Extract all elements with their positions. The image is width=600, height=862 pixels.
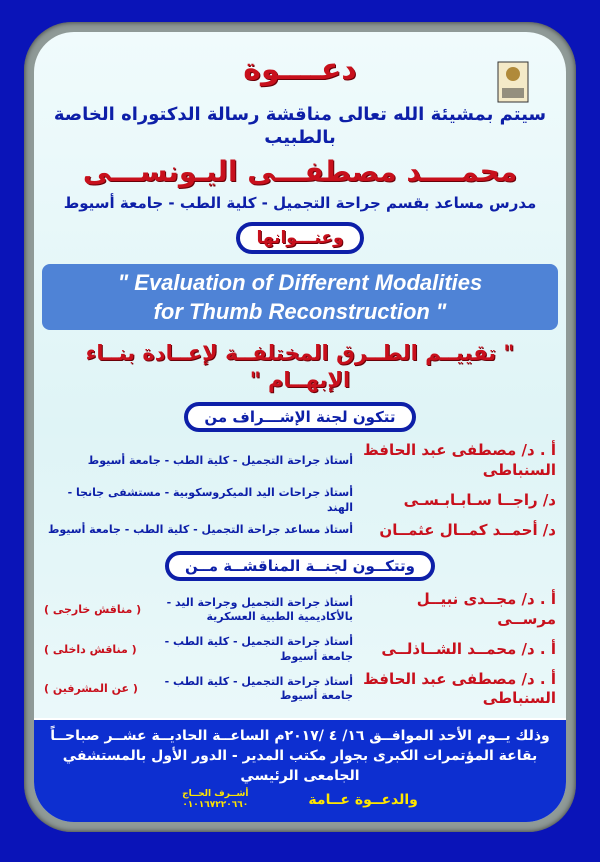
english-title-box — [42, 264, 558, 330]
arabic-thesis-title: " تقييــم الطــرق المختلفــة لإعــادة بنــاء الإبهــام " — [85, 340, 515, 392]
member-desc: أستاذ جراحة التجميل وجراحة اليد - بالأكاديمية الطبية العسكرية — [166, 595, 353, 623]
examination-label-pill: وتتكــون لجنــة المناقشــة مــن — [165, 551, 435, 581]
english-title-line: " Evaluation of Different Modalities — [117, 269, 483, 295]
member-name: د/ أحمــد كمــال عثمــان — [379, 520, 556, 539]
member-desc: أستاذ جراحة التجميل - كلية الطب - جامعة أسيوط — [164, 635, 353, 663]
member-desc: أستاذ جراحة التجميل - كلية الطب - جامعة أسيوط — [87, 453, 353, 467]
date-time-line: وذلك يــوم الأحد الموافــق ١٦/ ٤ /٢٠١٧م الساعــة الحاديــة عشــر صباحــاً — [50, 727, 550, 744]
supervisor-row — [34, 518, 566, 544]
member-name: د/ راجــا سـابـابـسـى — [403, 490, 556, 509]
english-title-line: for Thumb Reconstruction " — [153, 298, 447, 324]
supervisor-row — [34, 438, 566, 483]
public-invitation: والدعــوة عــامة — [308, 792, 418, 809]
member-name: أ . د/ مصطفى عبد الحافظ السنباطى — [363, 669, 556, 708]
intro-text: سيتم بمشيئة الله تعالى مناقشة رسالة الدكتوراه الخاصة بالطبيب — [53, 104, 547, 149]
member-name: أ . د/ مجــدى نبيــل مرســى — [416, 590, 556, 628]
member-role: ( مناقش خارجى ) — [44, 602, 142, 616]
supervisor-row — [34, 483, 566, 518]
thesis-label-pill: وعنـــوانها — [236, 222, 363, 254]
supervision-label-pill: تتكون لجنة الإشـــراف من — [184, 402, 415, 432]
examiner-row — [34, 587, 566, 632]
designer-phone: ٠١٠١٦٧٢٢٠٦٦٠ — [182, 800, 249, 811]
examiner-row — [34, 632, 566, 667]
member-desc: أستاذ جراحة التجميل - كلية الطب - جامعة أسيوط — [164, 675, 353, 703]
footer-bottom-row — [44, 789, 556, 812]
member-name: أ . د/ مصطفى عبد الحافظ السنباطى — [363, 441, 556, 479]
designer-credit — [182, 789, 248, 812]
examiner-row — [34, 667, 566, 712]
member-name: أ . د/ محمــد الشــاذلــى — [381, 639, 556, 658]
member-desc: أستاذ جراحات اليد الميكروسكوبية - مستشفى جانجا - الهند — [67, 486, 353, 514]
poster-frame — [24, 22, 576, 832]
invitation-panel — [34, 32, 566, 822]
footer-band — [34, 718, 566, 822]
member-desc: أستاذ مساعد جراحة التجميل - كلية الطب - جامعة أسيوط — [47, 523, 353, 537]
university-logo — [476, 48, 536, 120]
candidate-position: مدرس مساعد بقسم جراحة التجميل - كلية الطب - جامعة أسيوط — [63, 194, 537, 213]
invitation-title: دعــــوة — [243, 52, 357, 87]
venue-line: بقاعة المؤتمرات الكبرى بجوار مكتب المدير - الدور الأول بالمستشفي الجامعى الرئيسي — [62, 748, 538, 785]
member-role: ( عن المشرفين ) — [44, 682, 138, 696]
member-role: ( مناقش داخلى ) — [44, 642, 137, 656]
candidate-name: محمــــد مصطفـــى اليـونســـى — [82, 154, 518, 188]
designer-name: أشــرف الحــاج — [182, 788, 249, 799]
